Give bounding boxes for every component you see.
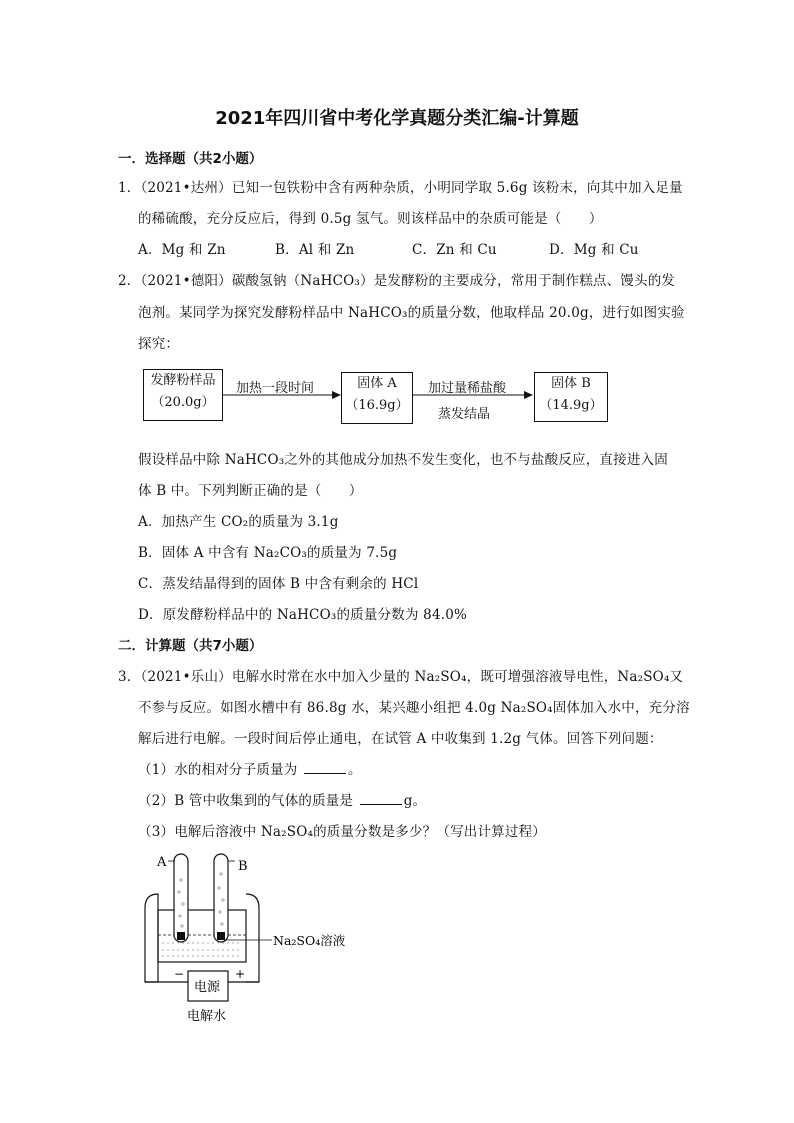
figure-caption: 电解水 [187,1009,227,1024]
section-heading-choice: 一．选择题（共2小题） [118,151,263,167]
test-tube-b [214,854,228,942]
q3-sub-1 [138,758,362,778]
q1-option-a[interactable]: A．Mg 和 Zn [138,242,226,258]
flow-arrow-1-label: 加热一段时间 [236,381,315,396]
q3-line-1: 3．（2021•乐山）电解水时常在水中加入少量的 Na₂SO₄，既可增强溶液导电性，Na₂SO₄又 [118,669,684,685]
page-title: 2021年四川省中考化学真题分类汇编-计算题 [215,108,579,129]
label-a: A [157,855,167,870]
solution-hatching [162,943,242,956]
electrode-a [177,932,185,940]
power-supply-label: 电源 [194,980,221,995]
water-trough [158,910,246,962]
q2-option-b[interactable]: B．固体 A 中含有 Na₂CO₃的质量为 7.5g [138,545,398,561]
q3-sub-3: （3）电解后溶液中 Na₂SO₄的质量分数是多少？（写出计算过程） [138,824,546,840]
q1-option-b[interactable]: B．Al 和 Zn [275,242,355,258]
flow-box-solid-b [534,372,608,422]
q3-sub-2-suffix: g。 [403,793,427,809]
flow-box-solid-a [341,372,413,424]
flow-box-solid-a-mass: （16.9g） [345,398,409,413]
flow-arrow-2-top-label: 加过量稀盐酸 [428,381,507,396]
section-heading-calc: 二．计算题（共7小题） [118,638,263,654]
flow-box-solid-b-mass: （14.9g） [539,398,603,413]
q1-option-d[interactable]: D．Mg 和 Cu [549,242,639,258]
q2-option-c[interactable]: C．蒸发结晶得到的固体 B 中含有剩余的 HCl [138,576,419,592]
q1-options [138,238,686,258]
q1-line-1: 1．（2021•达州）已知一包铁粉中含有两种杂质，小明同学取 5.6g 该粉末，向其中加入足量 [118,180,683,196]
q2-line-4: 假设样品中除 NaHCO₃之外的其他成分加热不发生变化，也不与盐酸反应，直接进入固 [138,452,668,468]
electrolysis-apparatus-figure [140,850,380,1030]
q2-line-2: 泡剂。某同学为探究发酵粉样品中 NaHCO₃的质量分数，他取样品 20.0g，进行如图实验 [138,305,685,321]
plus-sign: + [235,967,246,981]
flow-box-sample [143,369,223,421]
q3-line-2: 不参与反应。如图水槽中有 86.8g 水，某兴趣小组把 4.0g Na₂SO₄固体加入水中，充分溶 [138,700,690,716]
q1-option-c[interactable]: C．Zn 和 Cu [412,242,497,258]
q3-sub-1-suffix: 。 [348,762,362,778]
q3-sub-1-answer-blank[interactable] [304,761,346,774]
flow-arrow-1 [222,390,342,400]
flow-box-solid-b-name: 固体 B [551,376,591,391]
test-tube-a [174,854,188,942]
left-wire [145,894,158,982]
q2-line-1: 2．（2021•德阳）碳酸氢钠（NaHCO₃）是发酵粉的主要成分，常用于制作糕点、馒头的发 [118,273,676,289]
q3-sub-2-answer-blank[interactable] [360,792,402,805]
q2-line-3: 探究： [138,336,180,352]
q3-sub-2 [138,789,426,809]
q3-sub-1-text: （1）水的相对分子质量为 [138,762,298,778]
q1-line-2: 的稀硫酸，充分反应后，得到 0.5g 氢气。则该样品中的杂质可能是（ ） [138,211,603,227]
label-b: B [238,859,248,874]
q3-sub-2-text: （2）B 管中收集到的气体的质量是 [138,793,354,809]
q2-option-d[interactable]: D．原发酵粉样品中的 NaHCO₃的质量分数为 84.0% [138,607,468,623]
q2-line-5: 体 B 中。下列判断正确的是（ ） [138,483,363,499]
solution-label: Na₂SO₄溶液 [273,933,346,948]
q2-option-a[interactable]: A．加热产生 CO₂的质量为 3.1g [138,514,339,530]
electrode-b [217,932,225,940]
right-wire [246,894,259,982]
minus-sign: − [174,967,185,981]
flow-box-sample-name: 发酵粉样品 [150,373,216,388]
flow-arrow-2 [412,390,534,400]
flow-arrow-2-bottom-label: 蒸发结晶 [438,407,491,422]
flow-box-sample-mass: （20.0g） [151,395,215,410]
flow-box-solid-a-name: 固体 A [357,376,397,391]
q3-line-3: 解后进行电解。一段时间后停止通电，在试管 A 中收集到 1.2g 气体。回答下列问题： [138,731,663,747]
